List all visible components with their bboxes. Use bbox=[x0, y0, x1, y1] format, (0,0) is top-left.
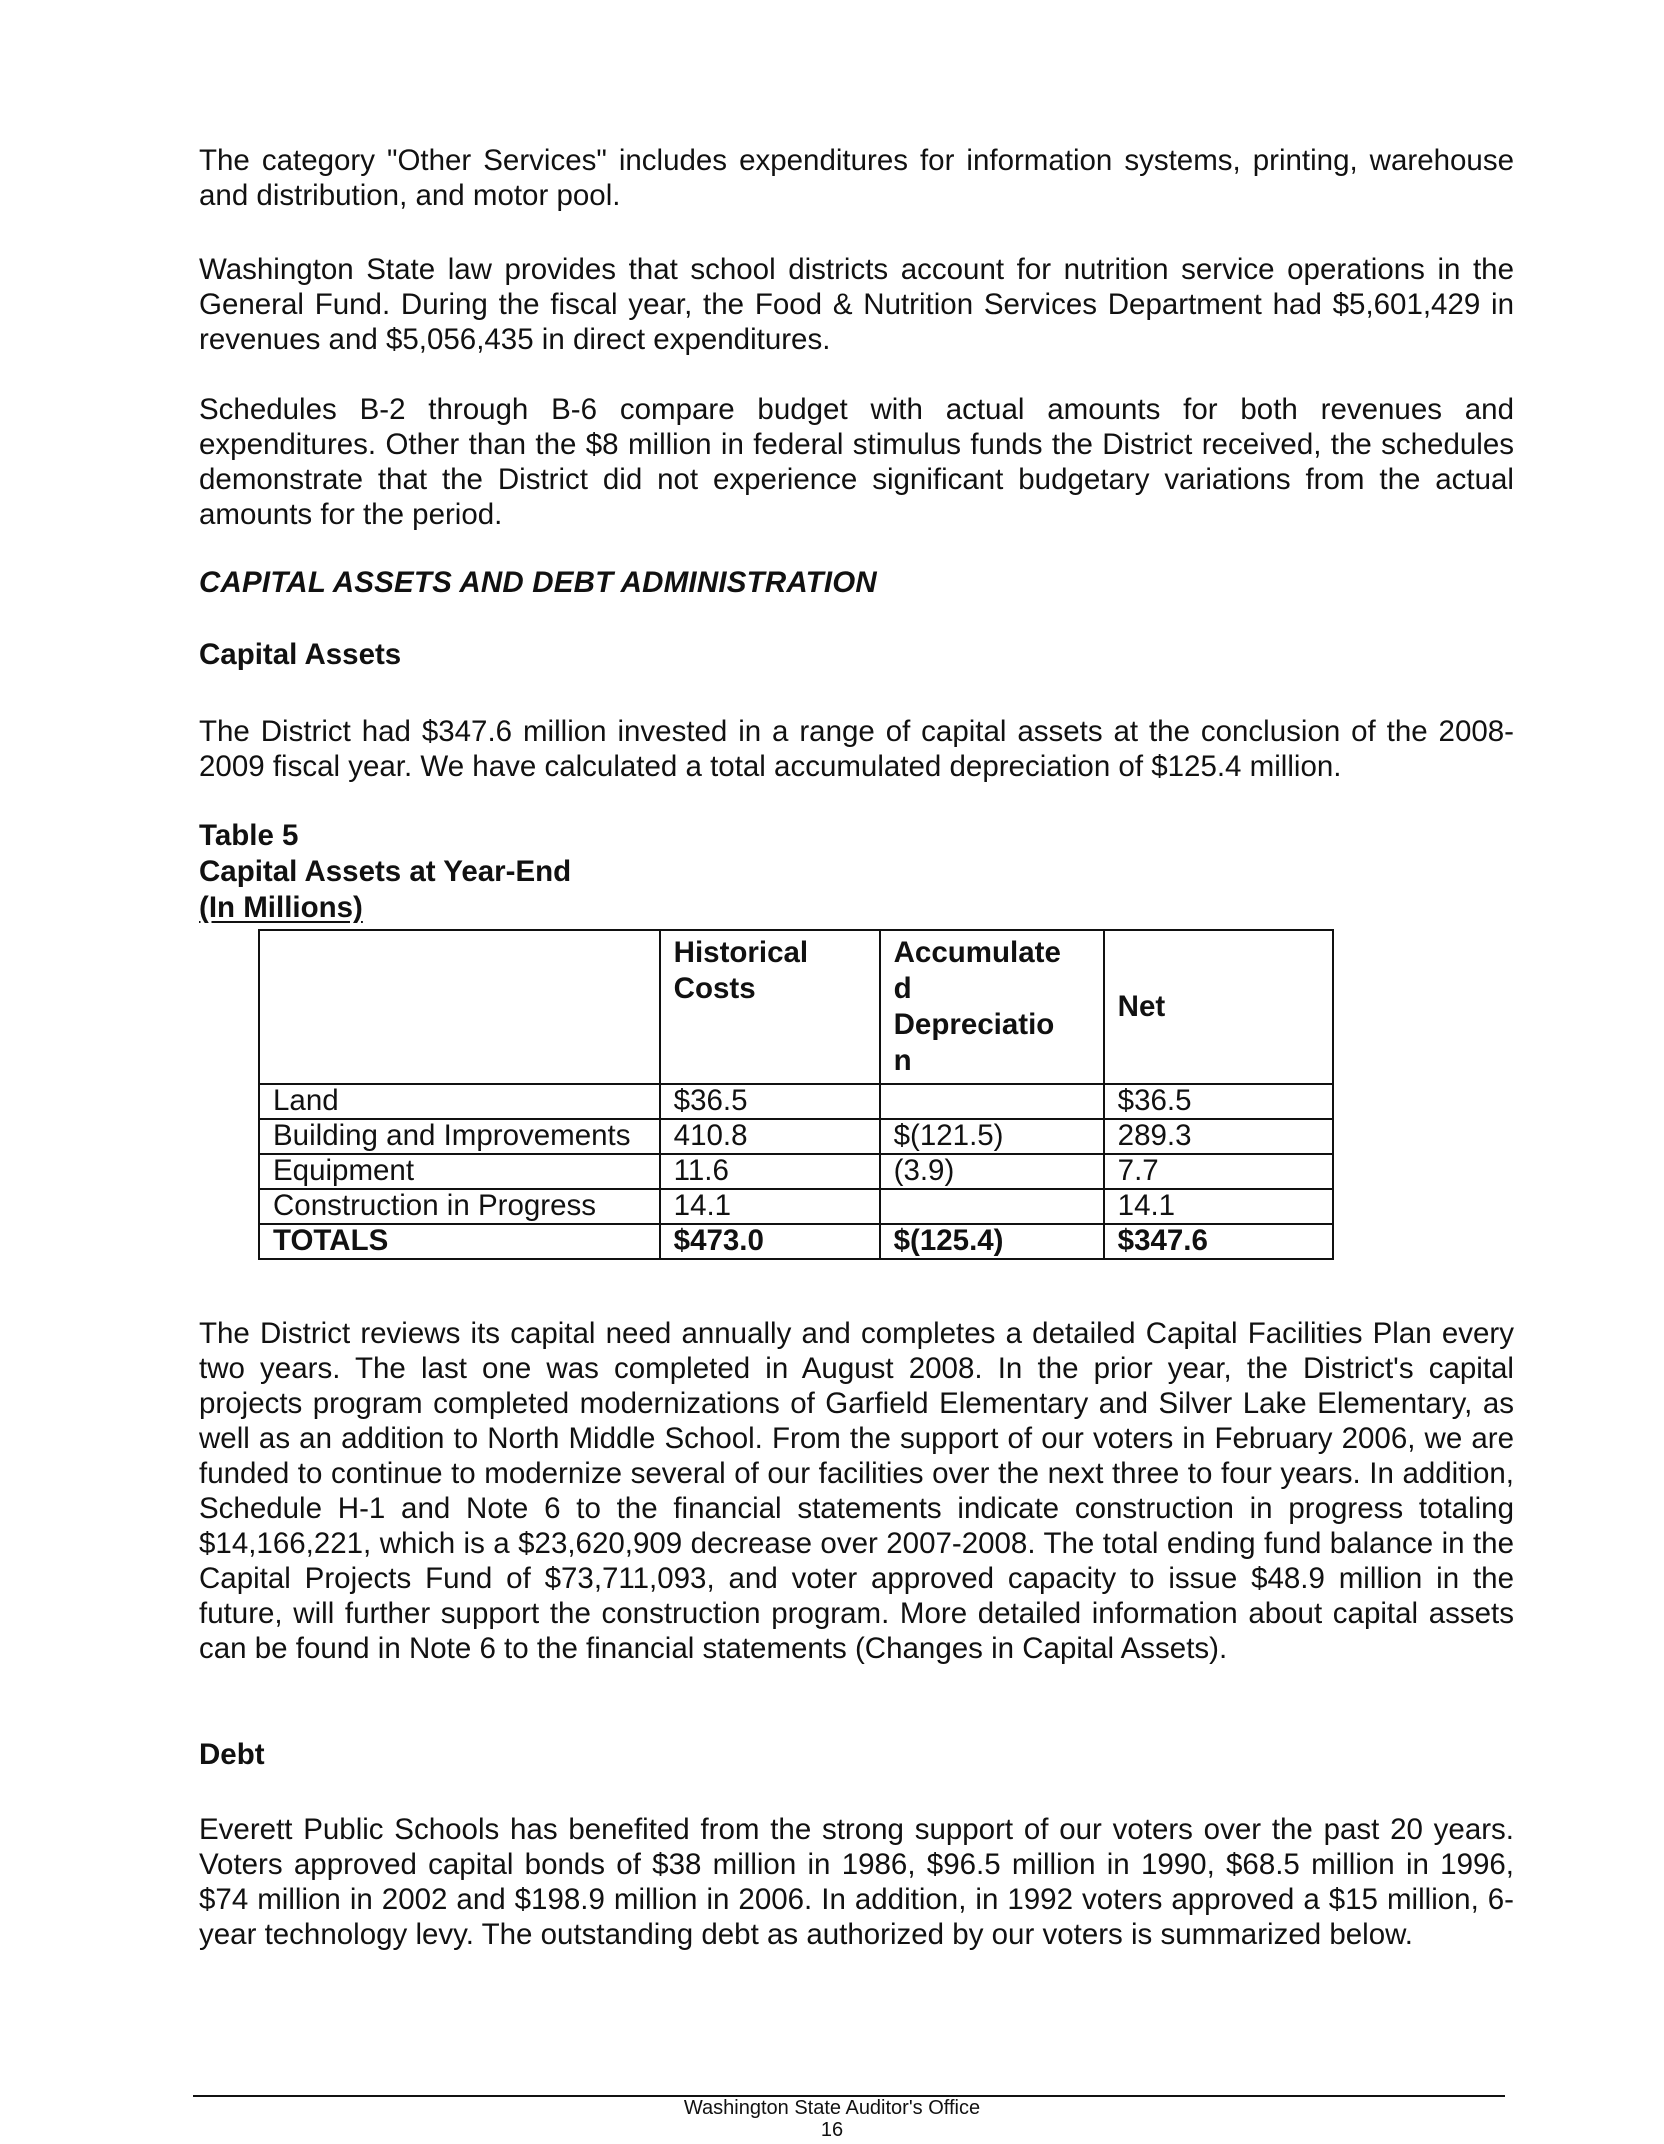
historical-cost-cell: 11.6 bbox=[660, 1154, 880, 1189]
paragraph-capital-review: The District reviews its capital need annually and completes a detailed Capital Facilities Plan every two years. The last one was completed in August 2008. In the prior year, the District's capital projects program completed modernizations of Garfield Elementary and Silver Lake Elementary, as well as an addition to North Middle School. From the support of our voters in February 2006, we are funded to continue to modernize several of our facilities over the next three to four years. In addition, Schedule H-1 and Note 6 to the financial statements indicate construction in progress totaling $14,166,221, which is a $23,620,909 decrease over 2007-2008. The total ending fund balance in the Capital Projects Fund of $73,711,093, and voter approved capacity to issue $48.9 million in the future, will further support the construction program. More detailed information about capital assets can be found in Note 6 to the financial statements (Changes in Capital Assets). bbox=[199, 1317, 1514, 1665]
table-caption bbox=[199, 818, 571, 926]
row-label: TOTALS bbox=[259, 1224, 660, 1259]
row-label: Land bbox=[259, 1084, 660, 1119]
table-row bbox=[259, 1084, 1333, 1119]
totals-row bbox=[259, 1224, 1333, 1259]
table-header-row bbox=[259, 930, 1333, 1084]
column-header-accumulated-depreciation bbox=[880, 930, 1104, 1084]
historical-cost-cell: 410.8 bbox=[660, 1119, 880, 1154]
net-cell: 289.3 bbox=[1104, 1119, 1333, 1154]
table-row bbox=[259, 1154, 1333, 1189]
table-row bbox=[259, 1189, 1333, 1224]
debt-heading: Debt bbox=[199, 1738, 265, 1771]
historical-cost-cell: $473.0 bbox=[660, 1224, 880, 1259]
footer-office: Washington State Auditor's Office bbox=[683, 2097, 981, 2119]
historical-cost-cell: 14.1 bbox=[660, 1189, 880, 1224]
paragraph-nutrition-services: Washington State law provides that school districts account for nutrition service operations in the General Fund. During the fiscal year, the Food & Nutrition Services Department had $5,601,429 in revenues and $5,056,435 in direct expenditures. bbox=[199, 253, 1514, 356]
depreciation-cell bbox=[880, 1084, 1104, 1119]
historical-cost-cell: $36.5 bbox=[660, 1084, 880, 1119]
paragraph-other-services: The category "Other Services" includes expenditures for information systems, printing, warehouse and distribution, and motor pool. bbox=[199, 144, 1514, 212]
column-header-historical-costs bbox=[660, 930, 880, 1084]
row-label: Building and Improvements bbox=[259, 1119, 660, 1154]
column-header-item bbox=[259, 930, 660, 1084]
paragraph-budget-schedules: Schedules B-2 through B-6 compare budget with actual amounts for both revenues and expenditures. Other than the $8 million in federal stimulus funds the District received, the schedules demonstrate that the District did not experience significant budgetary variations from the actual amounts for the period. bbox=[199, 393, 1514, 531]
accumulated-depreciation-label: Accumulate d Depreciatio n bbox=[893, 936, 1061, 1077]
historical-costs-label: Historical Costs bbox=[673, 936, 809, 1005]
row-label: Equipment bbox=[259, 1154, 660, 1189]
depreciation-cell bbox=[880, 1189, 1104, 1224]
depreciation-cell: (3.9) bbox=[880, 1154, 1104, 1189]
capital-assets-table bbox=[258, 929, 1334, 1260]
paragraph-capital-intro: The District had $347.6 million invested in a range of capital assets at the conclusion of the 2008-2009 fiscal year. We have calculated a total accumulated depreciation of $125.4 million. bbox=[199, 715, 1514, 783]
depreciation-cell: $(125.4) bbox=[880, 1224, 1104, 1259]
column-header-net: Net bbox=[1104, 930, 1333, 1084]
section-heading: CAPITAL ASSETS AND DEBT ADMINISTRATION bbox=[199, 566, 877, 599]
table-row bbox=[259, 1119, 1333, 1154]
capital-assets-heading: Capital Assets bbox=[199, 638, 402, 671]
net-cell: $347.6 bbox=[1104, 1224, 1333, 1259]
net-cell: $36.5 bbox=[1104, 1084, 1333, 1119]
table-title: Capital Assets at Year-End bbox=[199, 855, 572, 888]
page-number: 16 bbox=[820, 2119, 844, 2141]
net-cell: 14.1 bbox=[1104, 1189, 1333, 1224]
depreciation-cell: $(121.5) bbox=[880, 1119, 1104, 1154]
table-number: Table 5 bbox=[199, 819, 299, 852]
table-units: (In Millions) bbox=[199, 891, 363, 924]
paragraph-debt: Everett Public Schools has benefited from the strong support of our voters over the past 20 years. Voters approved capital bonds of $38 million in 1986, $96.5 million in 1990, $68.5 million in 1996, $74 million in 2002 and $198.9 million in 2006. In addition, in 1992 voters approved a $15 million, 6-year technology levy. The outstanding debt as authorized by our voters is summarized below. bbox=[199, 1813, 1514, 1951]
row-label: Construction in Progress bbox=[259, 1189, 660, 1224]
net-cell: 7.7 bbox=[1104, 1154, 1333, 1189]
